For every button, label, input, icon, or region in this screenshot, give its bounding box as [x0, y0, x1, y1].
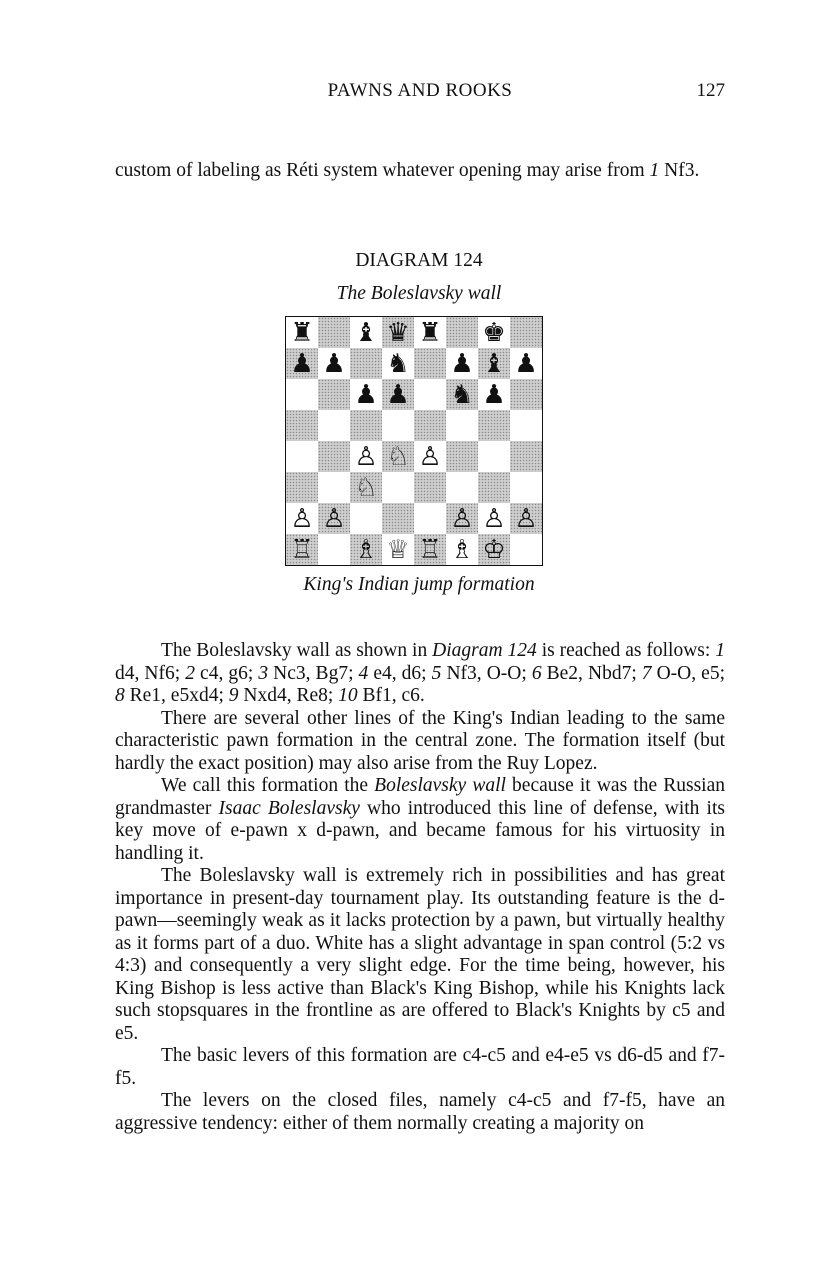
white-pawn-icon: ♙ — [514, 503, 538, 534]
move-text: Re1, e5xd4; — [124, 685, 229, 706]
board-square — [382, 441, 414, 472]
board-square — [286, 503, 318, 534]
board-square — [478, 472, 510, 503]
board-square — [318, 379, 350, 410]
intro-text-end: Nf3. — [659, 160, 700, 181]
move-text: Nxd4, Re8; — [238, 685, 339, 706]
board-square — [286, 410, 318, 441]
board-square — [446, 410, 478, 441]
body-text — [115, 640, 725, 1135]
paragraph: The Boleslavsky wall is extremely rich in possibilities and has great importance in present-day tournament play. Its outstanding feature is the d-pawn—seemingly weak as it lacks protection by a pawn, but virtually healthy as it forms part of a duo. White has a slight advantage in span control (5:2 vs 4:3) and consequently a very slight edge. For the time being, however, his King Bishop is less active than Black's King Bishop, while his Knights lack such stopsquares in the frontline as are offered to Black's Knights by c5 and e5. — [115, 865, 725, 1044]
move-number: 5 — [431, 662, 442, 684]
move-text: d4, Nf6; — [115, 662, 186, 684]
board-square — [382, 348, 414, 379]
board-square — [414, 410, 446, 441]
board-square — [446, 317, 478, 348]
board-square — [286, 317, 318, 348]
board-square — [478, 348, 510, 379]
white-knight-icon: ♘ — [386, 441, 410, 472]
board-square — [350, 534, 382, 565]
board-square — [510, 410, 542, 441]
black-rook-icon: ♜ — [290, 317, 314, 348]
move-number: 7 — [641, 662, 652, 684]
move-number: 4 — [358, 662, 369, 684]
board-square — [350, 472, 382, 503]
board-square — [414, 441, 446, 472]
black-pawn-icon: ♟ — [290, 348, 314, 379]
chess-diagram — [285, 316, 542, 565]
board-square — [382, 317, 414, 348]
board-square — [318, 441, 350, 472]
black-bishop-icon: ♝ — [354, 317, 378, 348]
board-square — [350, 441, 382, 472]
black-pawn-icon: ♟ — [514, 348, 538, 379]
board-square — [318, 534, 350, 565]
text-run: The Boleslavsky wall as shown in — [161, 640, 433, 661]
board-square — [318, 348, 350, 379]
move-text: Bf1, c6. — [357, 685, 425, 706]
board-square — [318, 472, 350, 503]
page-header — [115, 80, 725, 106]
white-rook-icon: ♖ — [290, 534, 314, 565]
board-square — [446, 503, 478, 534]
paragraph: The basic levers of this formation are c4-c5 and e4-e5 vs d6-d5 and f7-f5. — [115, 1045, 725, 1089]
board-square — [414, 534, 446, 565]
white-pawn-icon: ♙ — [354, 441, 378, 472]
black-pawn-icon: ♟ — [482, 379, 506, 410]
move-number: 1 — [649, 160, 660, 181]
board-square — [414, 379, 446, 410]
board-square — [446, 348, 478, 379]
board-square — [382, 472, 414, 503]
board-square — [414, 503, 446, 534]
board-square — [478, 441, 510, 472]
white-pawn-icon: ♙ — [322, 503, 346, 534]
move-text: Be2, Nbd7; — [541, 662, 642, 684]
white-pawn-icon: ♙ — [482, 503, 506, 534]
board-square — [414, 348, 446, 379]
board-square — [446, 441, 478, 472]
board-square — [318, 410, 350, 441]
board-square — [446, 534, 478, 565]
black-king-icon: ♚ — [482, 317, 506, 348]
white-queen-icon: ♕ — [386, 534, 410, 565]
black-pawn-icon: ♟ — [354, 379, 378, 410]
board-square — [414, 472, 446, 503]
board-square — [446, 472, 478, 503]
board-square — [350, 348, 382, 379]
text-run: who introduced this line of defense, with its key move of e-pawn x d-pawn, and became famous for his virtuosity in handling it. — [115, 797, 725, 864]
page-number: 127 — [696, 80, 725, 101]
term: Boleslavsky wall — [374, 775, 506, 796]
text-run: because it was the Russian grandmaster — [115, 775, 725, 819]
move-number: 9 — [228, 685, 239, 706]
board-square — [350, 410, 382, 441]
text-run: We call this formation the — [161, 775, 375, 796]
board-square — [286, 379, 318, 410]
board-square — [318, 503, 350, 534]
board-square — [510, 317, 542, 348]
board-square — [510, 348, 542, 379]
board-square — [478, 410, 510, 441]
white-pawn-icon: ♙ — [450, 503, 474, 534]
move-number: 6 — [531, 662, 542, 684]
chess-board — [285, 316, 543, 566]
paragraph — [115, 775, 725, 865]
board-square — [510, 472, 542, 503]
board-square — [350, 317, 382, 348]
board-square — [478, 379, 510, 410]
board-square — [510, 379, 542, 410]
black-queen-icon: ♛ — [386, 317, 410, 348]
board-square — [286, 472, 318, 503]
white-pawn-icon: ♙ — [418, 441, 442, 472]
black-rook-icon: ♜ — [418, 317, 442, 348]
board-square — [510, 503, 542, 534]
board-square — [382, 534, 414, 565]
move-text: Nc3, Bg7; — [268, 662, 359, 684]
diagram-reference: Diagram 124 — [432, 640, 537, 661]
diagram-caption: King's Indian jump formation — [303, 574, 535, 595]
running-head: PAWNS AND ROOKS — [327, 80, 513, 101]
board-square — [382, 410, 414, 441]
white-bishop-icon: ♗ — [354, 534, 378, 565]
board-square — [286, 534, 318, 565]
move-number: 3 — [258, 662, 269, 684]
black-knight-icon: ♞ — [386, 348, 410, 379]
diagram-label: DIAGRAM 124 — [355, 250, 483, 271]
paragraph: The levers on the closed files, namely c4-c5 and f7-f5, have an aggressive tendency: either of them normally creating a majority on — [115, 1090, 725, 1134]
board-square — [414, 317, 446, 348]
white-rook-icon: ♖ — [418, 534, 442, 565]
move-text: Nf3, O-O; — [441, 662, 532, 684]
text-run: is reached as follows: — [536, 640, 716, 661]
black-pawn-icon: ♟ — [450, 348, 474, 379]
intro-paragraph — [115, 160, 725, 183]
board-square — [350, 379, 382, 410]
move-number: 2 — [185, 662, 195, 684]
move-text: e4, d6; — [368, 662, 432, 684]
white-knight-icon: ♘ — [354, 472, 378, 503]
board-square — [478, 503, 510, 534]
move-text: O-O, e5; — [651, 662, 726, 684]
board-square — [286, 441, 318, 472]
board-square — [382, 503, 414, 534]
board-square — [446, 379, 478, 410]
diagram-title: The Boleslavsky wall — [336, 283, 502, 304]
black-pawn-icon: ♟ — [322, 348, 346, 379]
white-bishop-icon: ♗ — [450, 534, 474, 565]
intro-text: custom of labeling as Réti system whatever opening may arise from — [115, 160, 650, 181]
board-square — [510, 441, 542, 472]
person-name: Isaac Boleslavsky — [218, 797, 360, 819]
black-knight-icon: ♞ — [450, 379, 474, 410]
paragraph — [115, 640, 725, 708]
move-text: c4, g6; — [194, 662, 259, 684]
black-pawn-icon: ♟ — [386, 379, 410, 410]
board-square — [318, 317, 350, 348]
white-king-icon: ♔ — [482, 534, 506, 565]
move-number: 1 — [715, 640, 725, 661]
board-square — [510, 534, 542, 565]
board-square — [350, 503, 382, 534]
board-square — [478, 534, 510, 565]
board-square — [382, 379, 414, 410]
paragraph: There are several other lines of the King's Indian leading to the same characteristic pawn formation in the central zone. The formation itself (but hardly the exact position) may also arise from the Ruy Lopez. — [115, 707, 725, 774]
move-number: 8 — [115, 685, 125, 706]
black-bishop-icon: ♝ — [482, 348, 506, 379]
board-square — [286, 348, 318, 379]
white-pawn-icon: ♙ — [290, 503, 314, 534]
board-square — [478, 317, 510, 348]
move-number: 10 — [338, 685, 358, 706]
